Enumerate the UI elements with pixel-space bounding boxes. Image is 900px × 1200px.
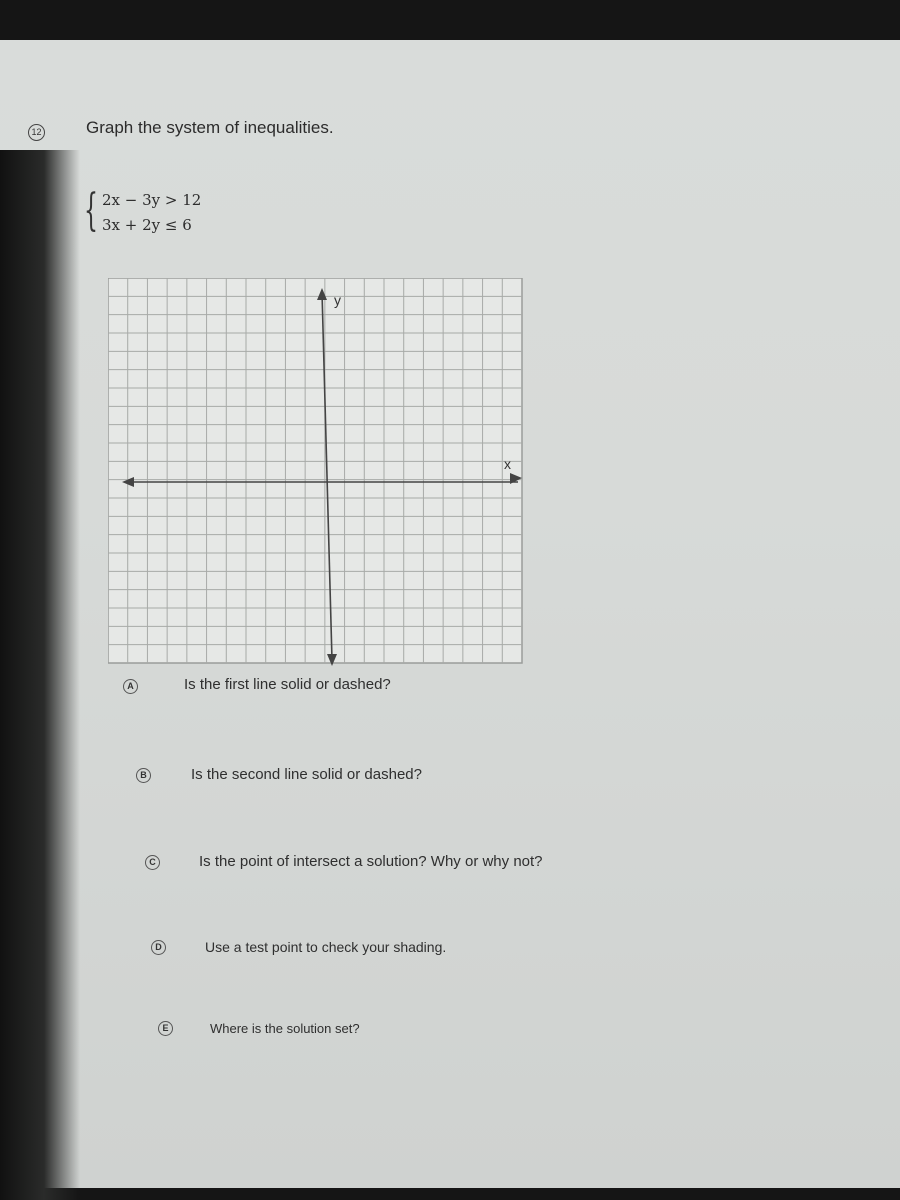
system-brace: { <box>84 185 98 236</box>
page-shadow-edge <box>0 150 80 1200</box>
x-axis-label: x <box>504 456 511 472</box>
question-e-label: E <box>158 1021 173 1036</box>
grid-lines <box>108 278 522 663</box>
y-axis-label: y <box>334 292 341 308</box>
question-e-text: Where is the solution set? <box>210 1021 360 1036</box>
question-a-text: Is the first line solid or dashed? <box>184 676 391 693</box>
question-a-label: A <box>123 679 138 694</box>
question-b-label: B <box>136 768 151 783</box>
inequality-2: 3x + 2y ≤ 6 <box>102 216 192 234</box>
question-c-text: Is the point of intersect a solution? Why or why not? <box>199 853 543 870</box>
inequality-1: 2x − 3y > 12 <box>102 191 202 209</box>
question-d-text: Use a test point to check your shading. <box>205 939 447 955</box>
question-d-label: D <box>151 940 166 955</box>
question-b-text: Is the second line solid or dashed? <box>191 766 422 783</box>
problem-number-badge: 12 <box>28 124 45 141</box>
grid-frame <box>108 278 522 663</box>
coordinate-grid <box>108 278 528 668</box>
problem-prompt: Graph the system of inequalities. <box>86 118 334 137</box>
question-c-label: C <box>145 855 160 870</box>
